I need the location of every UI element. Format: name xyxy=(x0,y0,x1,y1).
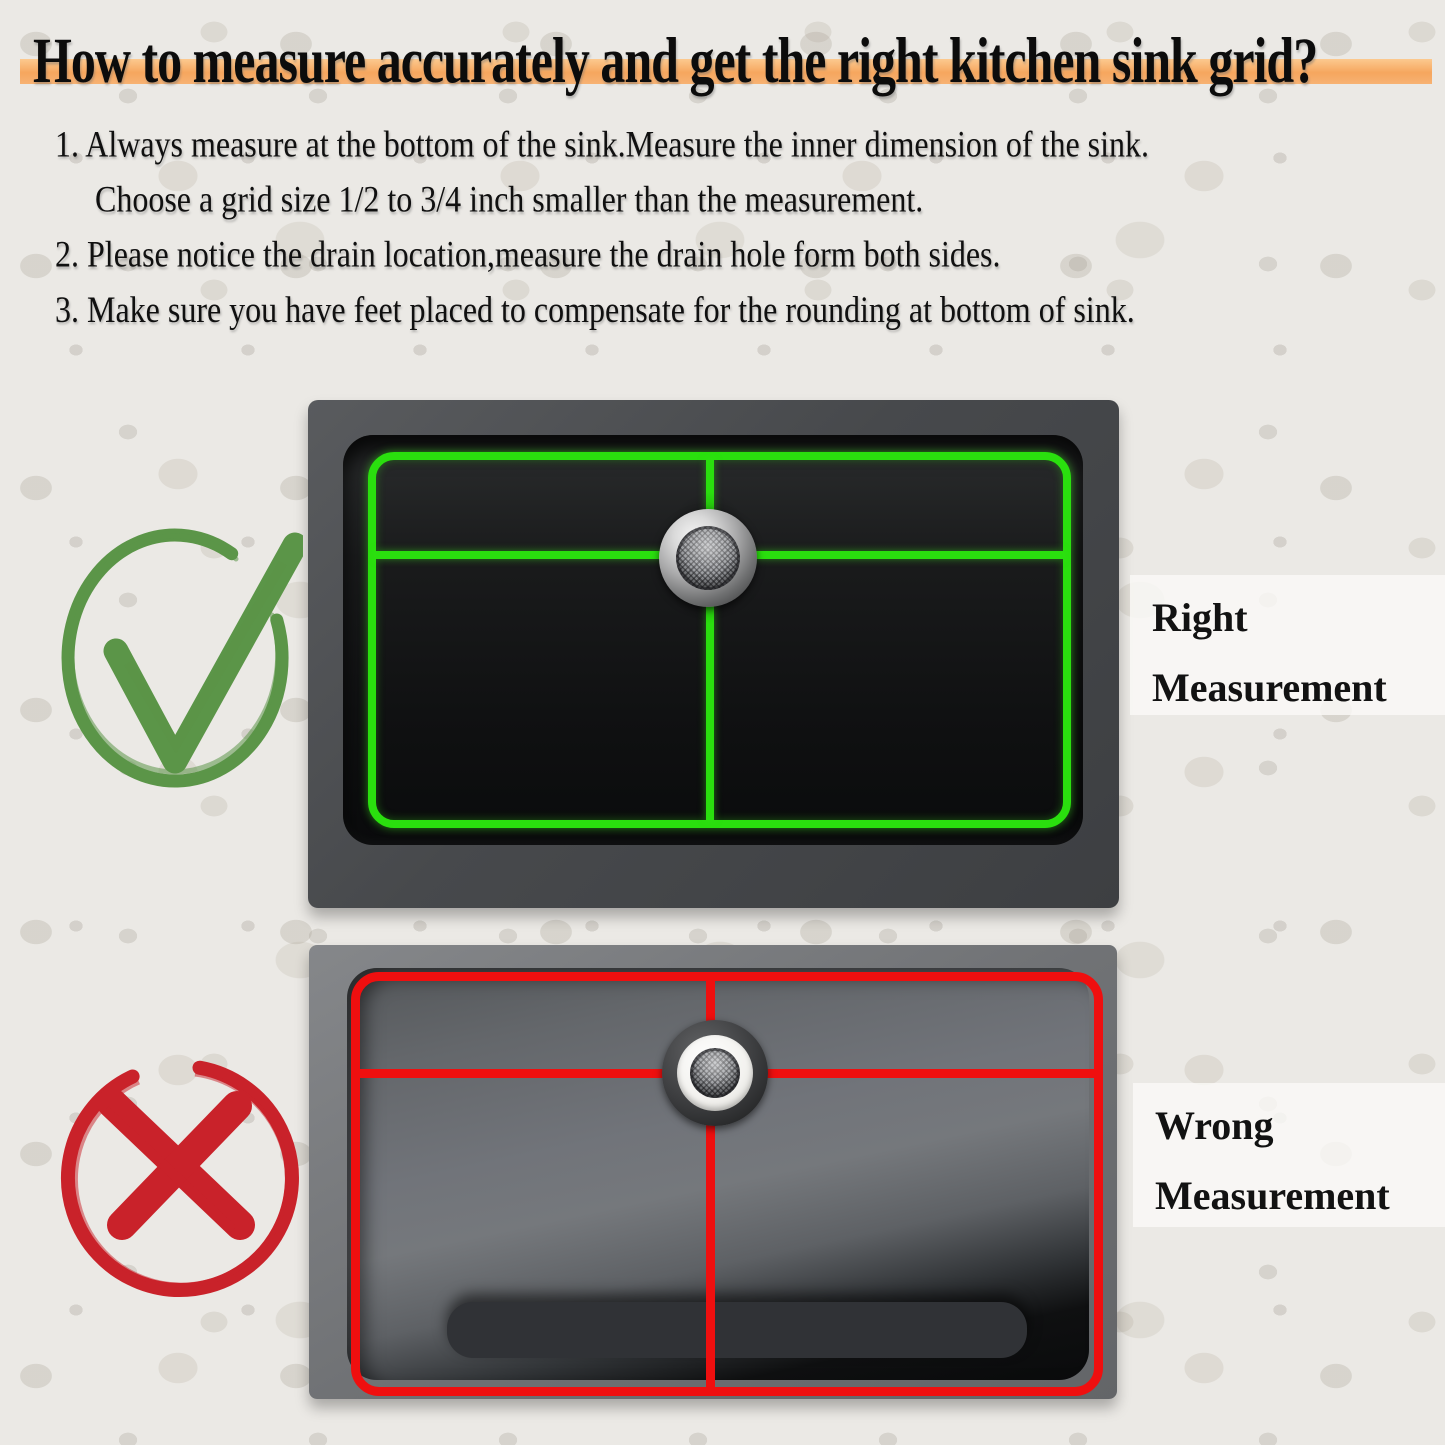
wrong-measurement-label xyxy=(1133,1083,1445,1227)
instruction-line-2: 2. Please notice the drain location,measure the drain hole form both sides. xyxy=(55,233,1001,275)
label-line-1: Right xyxy=(1152,595,1248,640)
instruction-line-1: 1. Always measure at the bottom of the sink.Measure the inner dimension of the sink. xyxy=(55,122,1149,165)
wrong-sink-photo xyxy=(309,945,1117,1399)
x-circle-icon xyxy=(55,1058,305,1308)
label-line-2: Measurement xyxy=(1155,1173,1390,1218)
label-line-2: Measurement xyxy=(1152,665,1387,710)
instruction-line-3: 3. Make sure you have feet placed to compensate for the rounding at bottom of sink. xyxy=(55,288,1135,330)
correct-sink-photo xyxy=(308,400,1119,908)
label-line-1: Wrong xyxy=(1155,1103,1274,1148)
drain-mesh xyxy=(676,526,740,590)
page-title: How to measure accurately and get the right kitchen sink grid? xyxy=(33,23,1318,97)
check-circle-icon xyxy=(58,523,303,795)
drain-strainer-icon xyxy=(662,1020,768,1126)
drain-mesh xyxy=(690,1048,740,1098)
instruction-list xyxy=(55,116,1425,337)
drain-strainer-icon xyxy=(659,509,757,607)
instruction-line-1b: Choose a grid size 1/2 to 3/4 inch smaller than the measurement. xyxy=(95,178,924,220)
drain-white-ring xyxy=(677,1035,753,1111)
right-measurement-label xyxy=(1130,575,1445,715)
